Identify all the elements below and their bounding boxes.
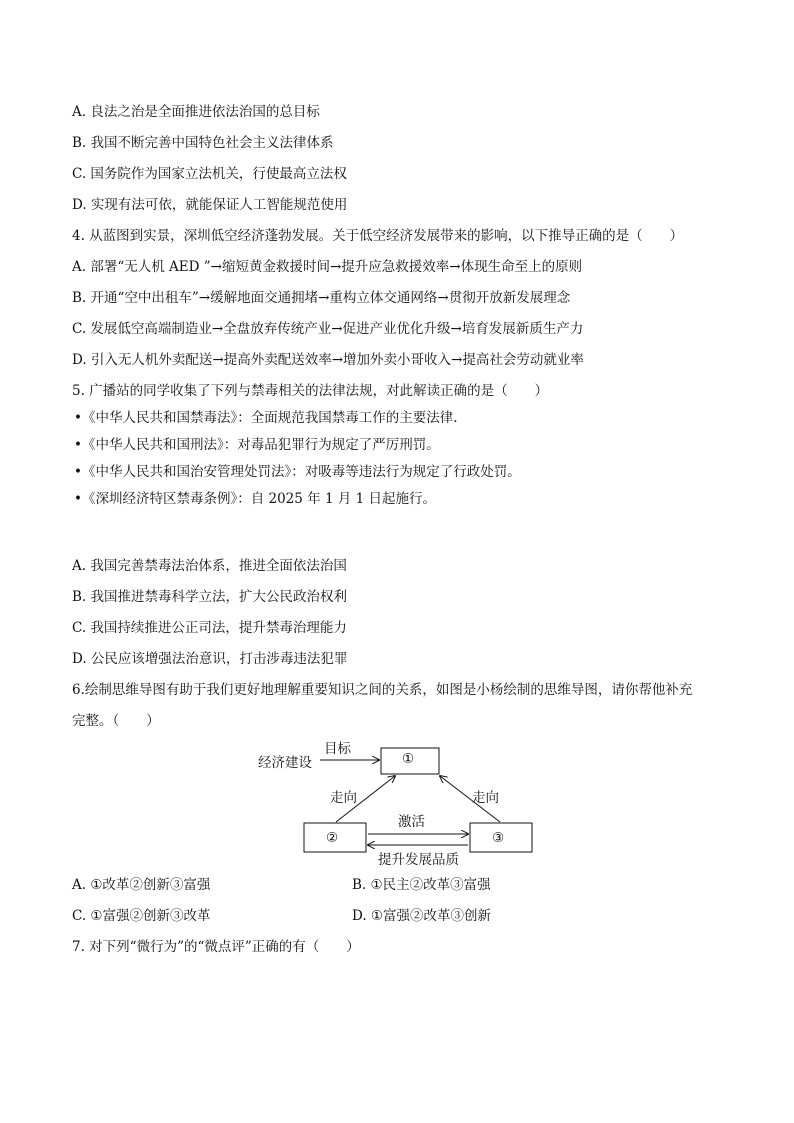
q5-option-a: A. 我国完善禁毒法治体系，推进全面依法治国 bbox=[72, 558, 347, 574]
q5-law-1: •《中华人民共和国禁毒法》：全面规范我国禁毒工作的主要法律. bbox=[74, 410, 458, 426]
q3-option-b: B. 我国不断完善中国特色社会主义法律体系 bbox=[72, 135, 334, 151]
q3-option-a: A. 良法之治是全面推进依法治国的总目标 bbox=[72, 104, 320, 120]
q6-option-d: D. ①富强②改革③创新 bbox=[352, 908, 492, 924]
diagram-box-top-text: ① bbox=[402, 751, 415, 767]
q4-option-a: A. 部署“无人机 AED ”→缩短黄金救援时间→提升应急救援效率→体现生命至上的原则 bbox=[72, 259, 583, 275]
diagram-box-right-text: ③ bbox=[492, 830, 505, 846]
diagram-box-left-text: ② bbox=[326, 830, 339, 846]
q4-stem: 4. 从蓝图到实景，深圳低空经济蓬勃发展。关于低空经济发展带来的影响，以下推导正确的是（ ） bbox=[72, 228, 684, 244]
diagram-mid-bottom-label: 提升发展品质 bbox=[378, 852, 459, 868]
q3-option-c: C. 国务院作为国家立法机关，行使最高立法权 bbox=[72, 166, 347, 182]
q5-option-b: B. 我国推进禁毒科学立法，扩大公民政治权利 bbox=[72, 589, 348, 605]
q4-option-d: D. 引入无人机外卖配送→提高外卖配送效率→增加外卖小哥收入→提高社会劳动就业率 bbox=[72, 352, 584, 368]
diagram-left-edge-label: 走向 bbox=[330, 790, 357, 806]
diagram-mid-top-label: 激活 bbox=[398, 814, 425, 830]
q7-stem: 7. 对下列“微行为”的“微点评”正确的有（ ） bbox=[72, 939, 360, 955]
q6-option-c: C. ①富强②创新③改革 bbox=[72, 908, 211, 924]
q5-law-4: •《深圳经济特区禁毒条例》：自 2025 年 1 月 1 日起施行。 bbox=[74, 491, 436, 507]
q4-option-c: C. 发展低空高端制造业→全盘放弃传统产业→促进产业优化升级→培育发展新质生产力 bbox=[72, 321, 584, 337]
mind-map-diagram bbox=[250, 734, 550, 868]
q6-option-a: A. ①改革②创新③富强 bbox=[72, 877, 211, 893]
q5-law-3: •《中华人民共和国治安管理处罚法》：对吸毒等违法行为规定了行政处罚。 bbox=[74, 464, 521, 480]
q5-option-d: D. 公民应该增强法治意识，打击涉毒违法犯罪 bbox=[72, 651, 348, 667]
q6-stem-line2: 完整。（ ） bbox=[72, 713, 160, 729]
q6-option-b: B. ①民主②改革③富强 bbox=[352, 877, 491, 893]
q5-stem: 5. 广播站的同学收集了下列与禁毒相关的法律法规，对此解读正确的是（ ） bbox=[72, 383, 549, 399]
diagram-source-label: 经济建设 bbox=[258, 755, 312, 771]
q4-option-b: B. 开通“空中出租车”→缓解地面交通拥堵→重构立体交通网络→贯彻开放新发展理念 bbox=[72, 290, 571, 306]
diagram-target-label: 目标 bbox=[324, 741, 351, 757]
q5-option-c: C. 我国持续推进公正司法，提升禁毒治理能力 bbox=[72, 620, 347, 636]
q6-stem-line1: 6.绘制思维导图有助于我们更好地理解重要知识之间的关系，如图是小杨绘制的思维导图，请你帮他补充 bbox=[72, 682, 693, 698]
diagram-right-edge-label: 走向 bbox=[472, 790, 499, 806]
q5-law-2: •《中华人民共和国刑法》：对毒品犯罪行为规定了严厉刑罚。 bbox=[74, 437, 440, 453]
q3-option-d: D. 实现有法可依，就能保证人工智能规范使用 bbox=[72, 197, 348, 213]
